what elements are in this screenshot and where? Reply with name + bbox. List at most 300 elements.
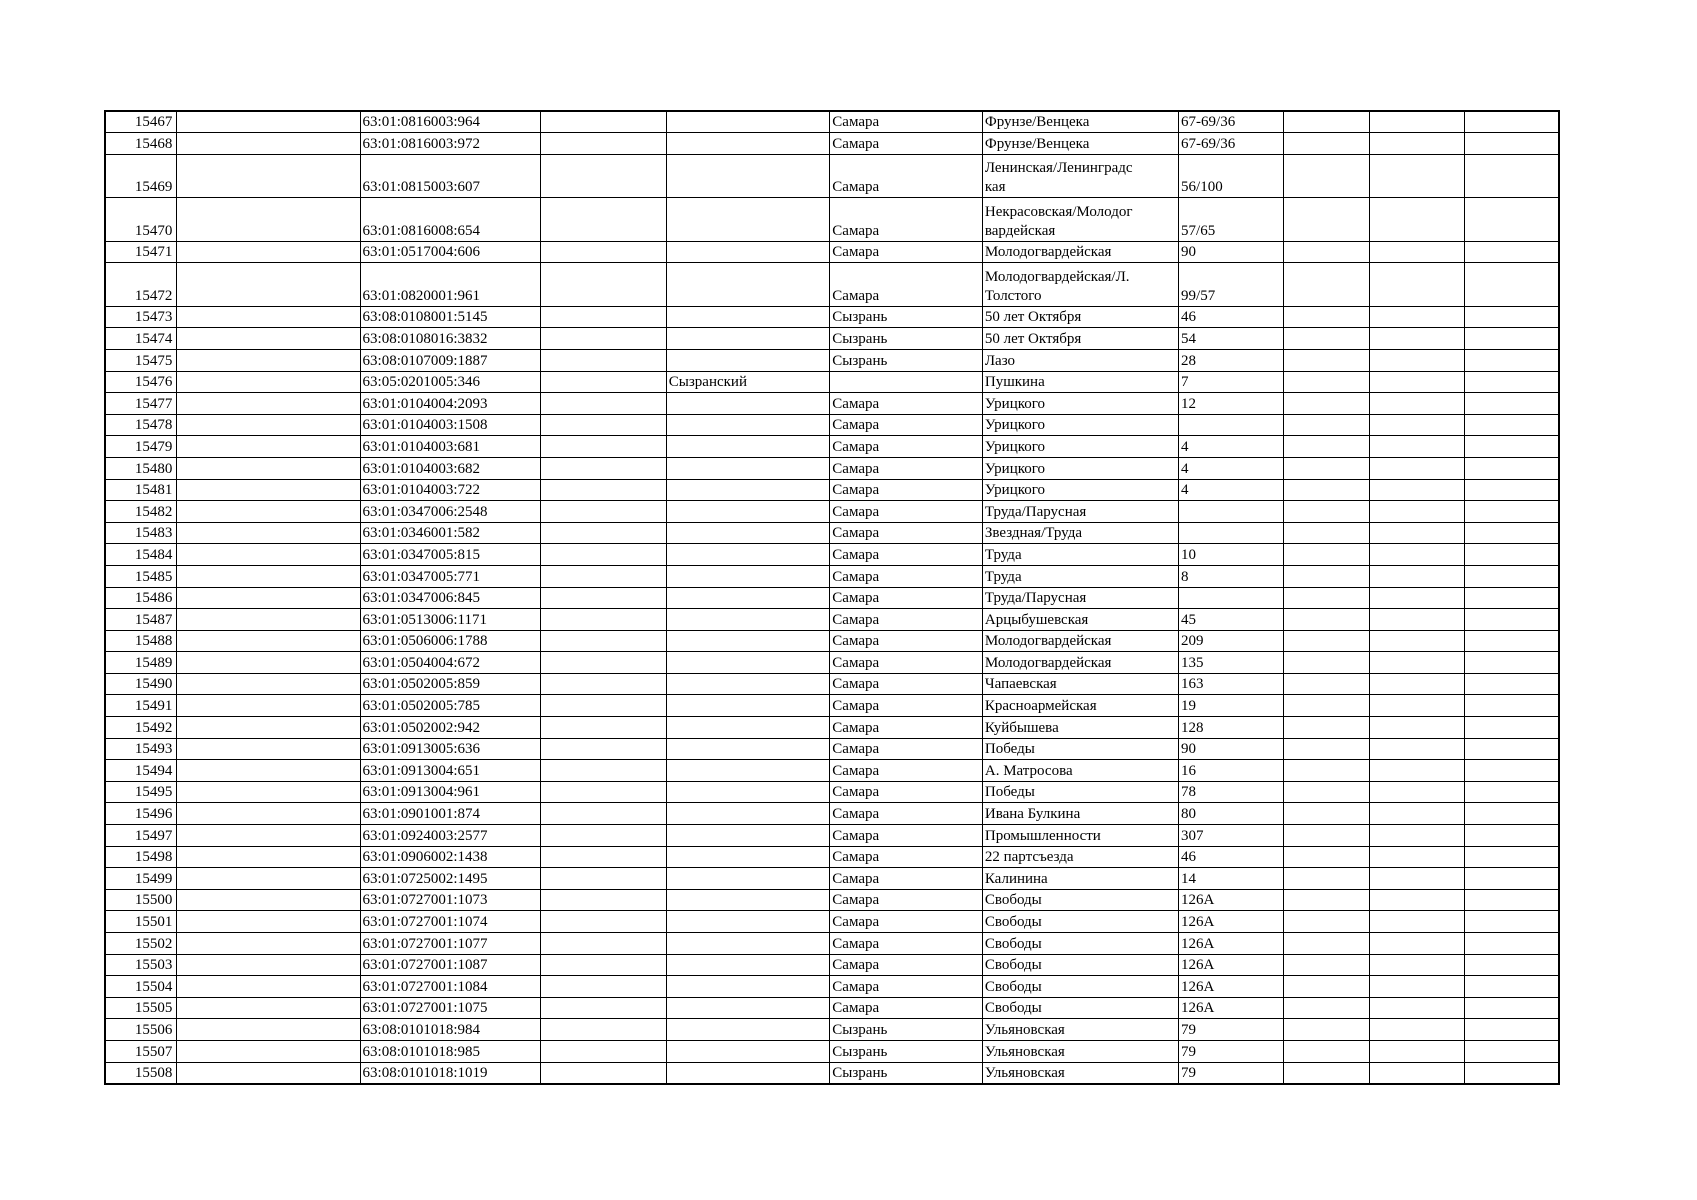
table-row [105,695,1559,717]
cell-empty [1283,1040,1369,1062]
table-row [105,436,1559,458]
cell-empty [1369,976,1464,998]
cell-empty [1369,911,1464,933]
cell-district [666,587,829,609]
cell-district [666,889,829,911]
cell-empty [1369,846,1464,868]
table-row [105,630,1559,652]
cell-empty [1464,673,1559,695]
cell-district [666,1040,829,1062]
cell-street: Труда/Парусная [982,501,1178,523]
cell-house: 28 [1179,349,1284,371]
table-row [105,544,1559,566]
cell-number: 15502 [105,933,177,955]
cell-house: 46 [1179,846,1284,868]
cell-district [666,976,829,998]
cell-empty [177,241,360,263]
cell-street: Молодогвардейская [982,241,1178,263]
cell-empty [1369,1062,1464,1084]
cell-empty [541,263,666,307]
cell-empty [1369,111,1464,133]
cell-street: Фрунзе/Венцека [982,133,1178,155]
cell-city: Сызрань [830,1019,983,1041]
cell-empty [541,565,666,587]
cell-cadastral-number: 63:01:0901001:874 [360,803,541,825]
cell-empty [177,1062,360,1084]
cell-cadastral-number: 63:01:0104004:2093 [360,393,541,415]
cell-empty [177,349,360,371]
cell-city: Самара [830,846,983,868]
cell-empty [1283,997,1369,1019]
cell-empty [1369,501,1464,523]
cell-empty [1369,673,1464,695]
cell-cadastral-number: 63:01:0502002:942 [360,717,541,739]
cell-city: Сызрань [830,349,983,371]
cell-cadastral-number: 63:01:0924003:2577 [360,825,541,847]
cell-empty [1283,306,1369,328]
cell-empty [1283,198,1369,242]
cell-house: 90 [1179,738,1284,760]
cell-empty [1369,328,1464,350]
cell-empty [1283,457,1369,479]
cell-empty [1464,825,1559,847]
cell-street: Урицкого [982,457,1178,479]
cell-house: 8 [1179,565,1284,587]
cell-number: 15483 [105,522,177,544]
cell-street: Труда/Парусная [982,587,1178,609]
cell-empty [177,781,360,803]
cell-number: 15481 [105,479,177,501]
cell-cadastral-number: 63:01:0913005:636 [360,738,541,760]
cell-street: Молодогвардейская/Л. Толстого [982,263,1178,307]
cell-cadastral-number: 63:08:0108001:5145 [360,306,541,328]
cell-cadastral-number: 63:01:0104003:1508 [360,414,541,436]
cell-number: 15478 [105,414,177,436]
cell-cadastral-number: 63:01:0727001:1087 [360,954,541,976]
table-row [105,738,1559,760]
cell-empty [177,544,360,566]
cell-house [1179,522,1284,544]
cell-city: Сызрань [830,1062,983,1084]
table-row [105,263,1559,307]
cell-house: 126А [1179,976,1284,998]
cell-empty [1283,846,1369,868]
cell-empty [1464,1040,1559,1062]
cell-empty [1464,414,1559,436]
cell-city: Самара [830,781,983,803]
cell-empty [177,565,360,587]
cell-street: Труда [982,565,1178,587]
cell-house: 45 [1179,609,1284,631]
cell-number: 15494 [105,760,177,782]
cell-empty [1283,954,1369,976]
cell-street: Ульяновская [982,1040,1178,1062]
cell-empty [1283,976,1369,998]
cell-cadastral-number: 63:01:0104003:682 [360,457,541,479]
cell-cadastral-number: 63:01:0816003:964 [360,111,541,133]
cell-cadastral-number: 63:01:0504004:672 [360,652,541,674]
cell-empty [1283,522,1369,544]
cell-empty [541,133,666,155]
cell-empty [1369,587,1464,609]
cell-house: 79 [1179,1019,1284,1041]
table-row [105,717,1559,739]
table-row [105,154,1559,198]
cell-city: Самара [830,738,983,760]
cell-cadastral-number: 63:08:0101018:984 [360,1019,541,1041]
cell-street: Урицкого [982,479,1178,501]
cell-empty [177,328,360,350]
cell-empty [1369,630,1464,652]
cell-street: Труда [982,544,1178,566]
cell-district [666,868,829,890]
table-row [105,673,1559,695]
cell-number: 15471 [105,241,177,263]
cell-empty [541,738,666,760]
cell-cadastral-number: 63:01:0346001:582 [360,522,541,544]
cell-empty [177,371,360,393]
cell-street: Чапаевская [982,673,1178,695]
cell-empty [177,868,360,890]
cell-empty [1283,371,1369,393]
cell-empty [1369,241,1464,263]
table-row [105,349,1559,371]
cell-district [666,997,829,1019]
cell-empty [541,306,666,328]
cell-house: 126А [1179,933,1284,955]
cell-empty [1369,436,1464,458]
cell-empty [541,609,666,631]
cell-empty [1369,522,1464,544]
cell-house [1179,501,1284,523]
cell-house: 54 [1179,328,1284,350]
cell-empty [541,522,666,544]
cell-house: 67-69/36 [1179,133,1284,155]
cell-empty [177,997,360,1019]
cell-empty [541,652,666,674]
cell-district [666,522,829,544]
cell-empty [1464,436,1559,458]
cell-city: Самара [830,976,983,998]
cell-street: Свободы [982,954,1178,976]
cell-number: 15486 [105,587,177,609]
cell-empty [1369,414,1464,436]
cell-street: Промышленности [982,825,1178,847]
table-row [105,133,1559,155]
cell-cadastral-number: 63:01:0104003:681 [360,436,541,458]
cell-street: Молодогвардейская [982,652,1178,674]
cell-number: 15476 [105,371,177,393]
cell-empty [1464,997,1559,1019]
cell-district [666,111,829,133]
cell-empty [541,695,666,717]
cell-empty [1464,328,1559,350]
cell-house: 78 [1179,781,1284,803]
table-row [105,241,1559,263]
cell-street: Победы [982,738,1178,760]
cell-district [666,306,829,328]
cell-street: Ульяновская [982,1019,1178,1041]
table-row [105,565,1559,587]
table-row [105,868,1559,890]
cell-house: 80 [1179,803,1284,825]
cell-empty [177,846,360,868]
cell-empty [1283,414,1369,436]
cell-number: 15499 [105,868,177,890]
cell-street: Калинина [982,868,1178,890]
cell-empty [1369,544,1464,566]
cell-empty [541,241,666,263]
cell-city: Самара [830,111,983,133]
table-row [105,911,1559,933]
cell-district [666,133,829,155]
cell-empty [1464,154,1559,198]
cell-empty [541,1040,666,1062]
cell-empty [177,976,360,998]
cell-city: Сызрань [830,328,983,350]
cell-empty [1283,133,1369,155]
table-row [105,198,1559,242]
cell-street: Некрасовская/Молодог вардейская [982,198,1178,242]
table-row [105,414,1559,436]
cell-district [666,1019,829,1041]
cell-empty [1464,349,1559,371]
cell-city: Самара [830,889,983,911]
cell-house: 90 [1179,241,1284,263]
cell-empty [541,501,666,523]
cell-city: Самара [830,587,983,609]
cell-number: 15507 [105,1040,177,1062]
cell-empty [1464,306,1559,328]
cell-empty [1464,954,1559,976]
cell-empty [1369,609,1464,631]
cell-empty [541,630,666,652]
table-row [105,933,1559,955]
cell-street: Фрунзе/Венцека [982,111,1178,133]
cell-district [666,846,829,868]
cell-number: 15500 [105,889,177,911]
cell-district [666,781,829,803]
cell-number: 15469 [105,154,177,198]
cell-empty [541,414,666,436]
cell-empty [1369,760,1464,782]
cell-empty [1464,609,1559,631]
cell-empty [177,717,360,739]
cell-number: 15487 [105,609,177,631]
cell-empty [1283,738,1369,760]
table-row [105,111,1559,133]
cell-empty [1283,349,1369,371]
cell-empty [1464,911,1559,933]
cell-house [1179,414,1284,436]
cell-street: Свободы [982,889,1178,911]
cell-number: 15492 [105,717,177,739]
cell-empty [1369,479,1464,501]
table-row [105,846,1559,868]
cell-district [666,911,829,933]
cell-city: Самара [830,154,983,198]
cell-cadastral-number: 63:01:0104003:722 [360,479,541,501]
cell-empty [1283,1019,1369,1041]
cell-empty [1283,544,1369,566]
cell-district [666,695,829,717]
cell-empty [1369,198,1464,242]
cell-house: 14 [1179,868,1284,890]
cell-empty [1283,889,1369,911]
cell-empty [1283,673,1369,695]
cell-empty [541,479,666,501]
cell-street: Свободы [982,933,1178,955]
cell-number: 15493 [105,738,177,760]
cell-district [666,673,829,695]
cell-empty [177,889,360,911]
cell-empty [1464,846,1559,868]
cell-district [666,803,829,825]
cell-house: 307 [1179,825,1284,847]
cell-empty [541,846,666,868]
cell-street: 50 лет Октября [982,328,1178,350]
cell-empty [1464,522,1559,544]
cell-empty [1464,1019,1559,1041]
cell-empty [177,1019,360,1041]
registry-body [105,111,1559,1084]
cell-city: Самара [830,522,983,544]
cell-empty [1369,1040,1464,1062]
cell-house: 128 [1179,717,1284,739]
cell-empty [1369,997,1464,1019]
cell-district [666,349,829,371]
cell-district [666,544,829,566]
cell-empty [177,263,360,307]
cell-city: Самара [830,501,983,523]
cell-cadastral-number: 63:01:0347006:2548 [360,501,541,523]
cell-empty [541,889,666,911]
cell-empty [1369,133,1464,155]
cell-street: Урицкого [982,414,1178,436]
cell-district [666,154,829,198]
cell-cadastral-number: 63:01:0820001:961 [360,263,541,307]
table-row [105,1019,1559,1041]
cell-house: 46 [1179,306,1284,328]
cell-city: Самара [830,997,983,1019]
cell-empty [541,933,666,955]
cell-house [1179,587,1284,609]
cell-empty [177,457,360,479]
table-row [105,501,1559,523]
cell-city: Самара [830,198,983,242]
cell-street: Звездная/Труда [982,522,1178,544]
cell-empty [177,501,360,523]
cell-empty [1283,565,1369,587]
cell-empty [177,738,360,760]
cell-empty [177,695,360,717]
cell-cadastral-number: 63:01:0727001:1077 [360,933,541,955]
cell-number: 15501 [105,911,177,933]
cell-district [666,457,829,479]
registry-table [104,110,1560,1085]
cell-empty [177,760,360,782]
cell-empty [541,587,666,609]
cell-empty [541,997,666,1019]
cell-empty [1464,760,1559,782]
cell-city: Самара [830,241,983,263]
cell-empty [1369,868,1464,890]
cell-street: 22 партсъезда [982,846,1178,868]
cell-house: 16 [1179,760,1284,782]
cell-city: Самара [830,933,983,955]
cell-empty [1464,868,1559,890]
cell-district [666,1062,829,1084]
cell-district [666,436,829,458]
cell-house: 56/100 [1179,154,1284,198]
cell-empty [1283,781,1369,803]
cell-empty [541,803,666,825]
cell-cadastral-number: 63:01:0727001:1073 [360,889,541,911]
cell-empty [177,673,360,695]
cell-city: Самара [830,717,983,739]
cell-empty [1464,111,1559,133]
cell-district [666,717,829,739]
table-row [105,371,1559,393]
cell-empty [177,954,360,976]
cell-empty [541,436,666,458]
cell-empty [541,717,666,739]
cell-cadastral-number: 63:01:0347006:845 [360,587,541,609]
table-row [105,652,1559,674]
cell-empty [1283,154,1369,198]
cell-city: Самара [830,868,983,890]
cell-empty [177,609,360,631]
cell-empty [1369,393,1464,415]
cell-empty [541,198,666,242]
cell-house: 163 [1179,673,1284,695]
cell-city: Самара [830,565,983,587]
cell-house: 135 [1179,652,1284,674]
cell-empty [1464,695,1559,717]
cell-street: Пушкина [982,371,1178,393]
cell-city: Самара [830,911,983,933]
cell-number: 15490 [105,673,177,695]
cell-empty [1464,1062,1559,1084]
cell-district [666,825,829,847]
cell-number: 15467 [105,111,177,133]
cell-empty [1464,501,1559,523]
cell-house: 126А [1179,911,1284,933]
cell-street: Арцыбушевская [982,609,1178,631]
cell-empty [1369,457,1464,479]
cell-empty [177,133,360,155]
cell-district [666,328,829,350]
cell-number: 15497 [105,825,177,847]
cell-empty [177,630,360,652]
cell-empty [1464,803,1559,825]
cell-house: 12 [1179,393,1284,415]
cell-number: 15506 [105,1019,177,1041]
cell-street: Лазо [982,349,1178,371]
cell-district [666,479,829,501]
cell-empty [177,522,360,544]
table-row [105,803,1559,825]
table-row [105,954,1559,976]
cell-empty [1369,1019,1464,1041]
cell-cadastral-number: 63:01:0347005:815 [360,544,541,566]
cell-house: 10 [1179,544,1284,566]
cell-city: Самара [830,414,983,436]
cell-city: Самара [830,760,983,782]
cell-district [666,933,829,955]
cell-house: 126А [1179,997,1284,1019]
cell-cadastral-number: 63:01:0502005:859 [360,673,541,695]
